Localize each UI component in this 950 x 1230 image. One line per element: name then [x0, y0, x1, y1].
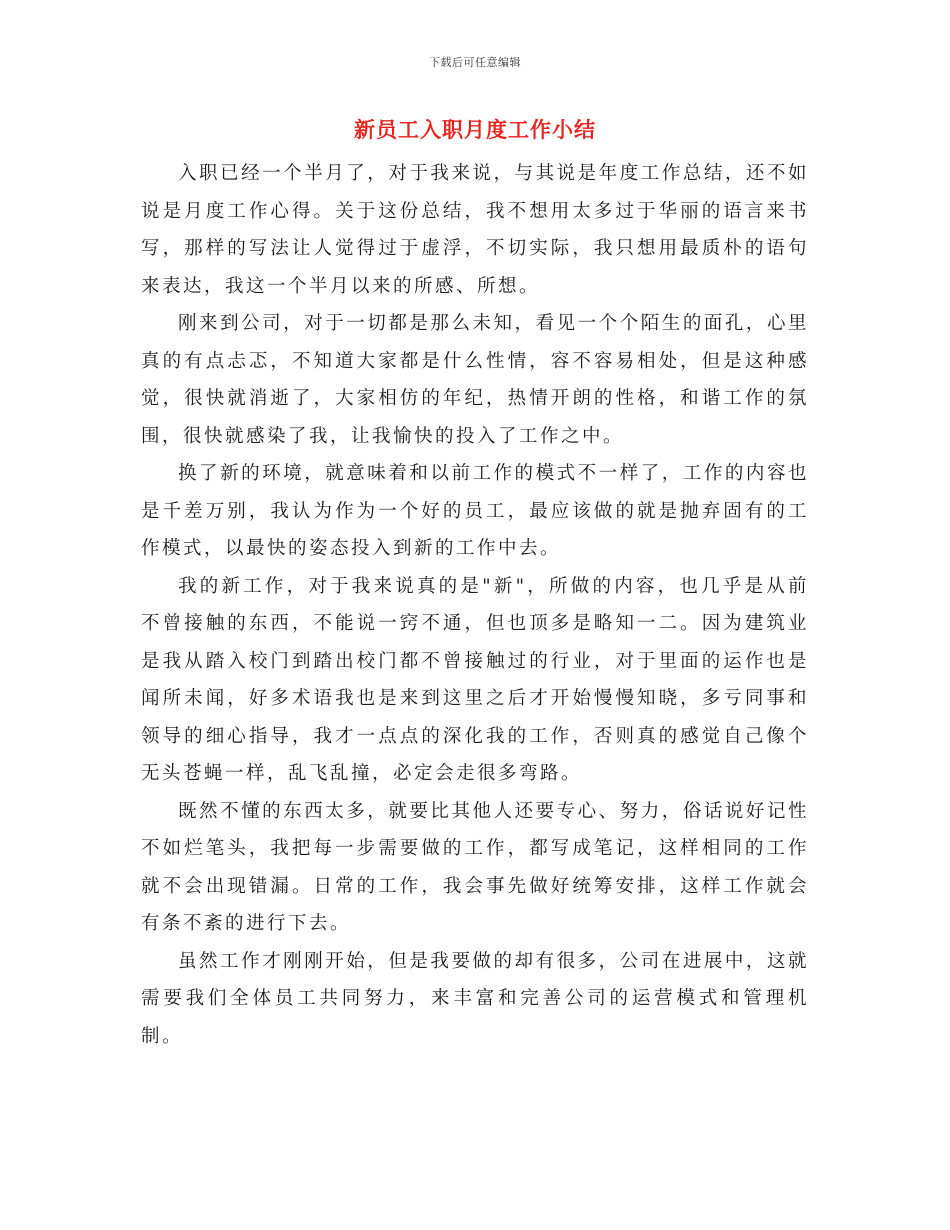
document-body — [141, 155, 809, 1055]
paragraph-1: 入职已经一个半月了，对于我来说，与其说是年度工作总结，还不如说是月度工作心得。关于这份总结，我不想用太多过于华丽的语言来书写，那样的写法让人觉得过于虚浮，不切实际，我只想用最质朴的语句来表达，我这一个半月以来的所感、所想。 — [141, 163, 809, 297]
paragraph-6: 虽然工作才刚刚开始，但是我要做的却有很多，公司在进展中，这就需要我们全体员工共同努力，来丰富和完善公司的运营模式和管理机制。 — [141, 950, 809, 1047]
paragraph-5: 既然不懂的东西太多，就要比其他人还要专心、努力，俗话说好记性不如烂笔头，我把每一步需要做的工作，都写成笔记，这样相同的工作就不会出现错漏。日常的工作，我会事先做好统筹安排，这样工作就会有条不紊的进行下去。 — [141, 800, 809, 934]
paragraph-4: 我的新工作，对于我来说真的是"新"，所做的内容，也几乎是从前不曾接触的东西，不能说一窍不通，但也顶多是略知一二。因为建筑业是我从踏入校门到踏出校门都不曾接触过的行业，对于里面的运作也是闻所未闻，好多术语我也是来到这里之后才开始慢慢知晓，多亏同事和领导的细心指导，我才一点点的深化我的工作，否则真的感觉自己像个无头苍蝇一样，乱飞乱撞，必定会走很多弯路。 — [141, 575, 809, 784]
paragraph-2: 刚来到公司，对于一切都是那么未知，看见一个个陌生的面孔，心里真的有点忐忑，不知道大家都是什么性情，容不容易相处，但是这种感觉，很快就消逝了，大家相仿的年纪，热情开朗的性格，和谐工作的氛围，很快就感染了我，让我愉快的投入了工作之中。 — [141, 313, 809, 447]
document-title: 新员工入职月度工作小结 — [354, 118, 596, 142]
paragraph-3: 换了新的环境，就意味着和以前工作的模式不一样了，工作的内容也是千差万别，我认为作为一个好的员工，最应该做的就是抛弃固有的工作模式，以最快的姿态投入到新的工作中去。 — [141, 463, 809, 559]
header-note: 下载后可任意编辑 — [429, 56, 521, 69]
